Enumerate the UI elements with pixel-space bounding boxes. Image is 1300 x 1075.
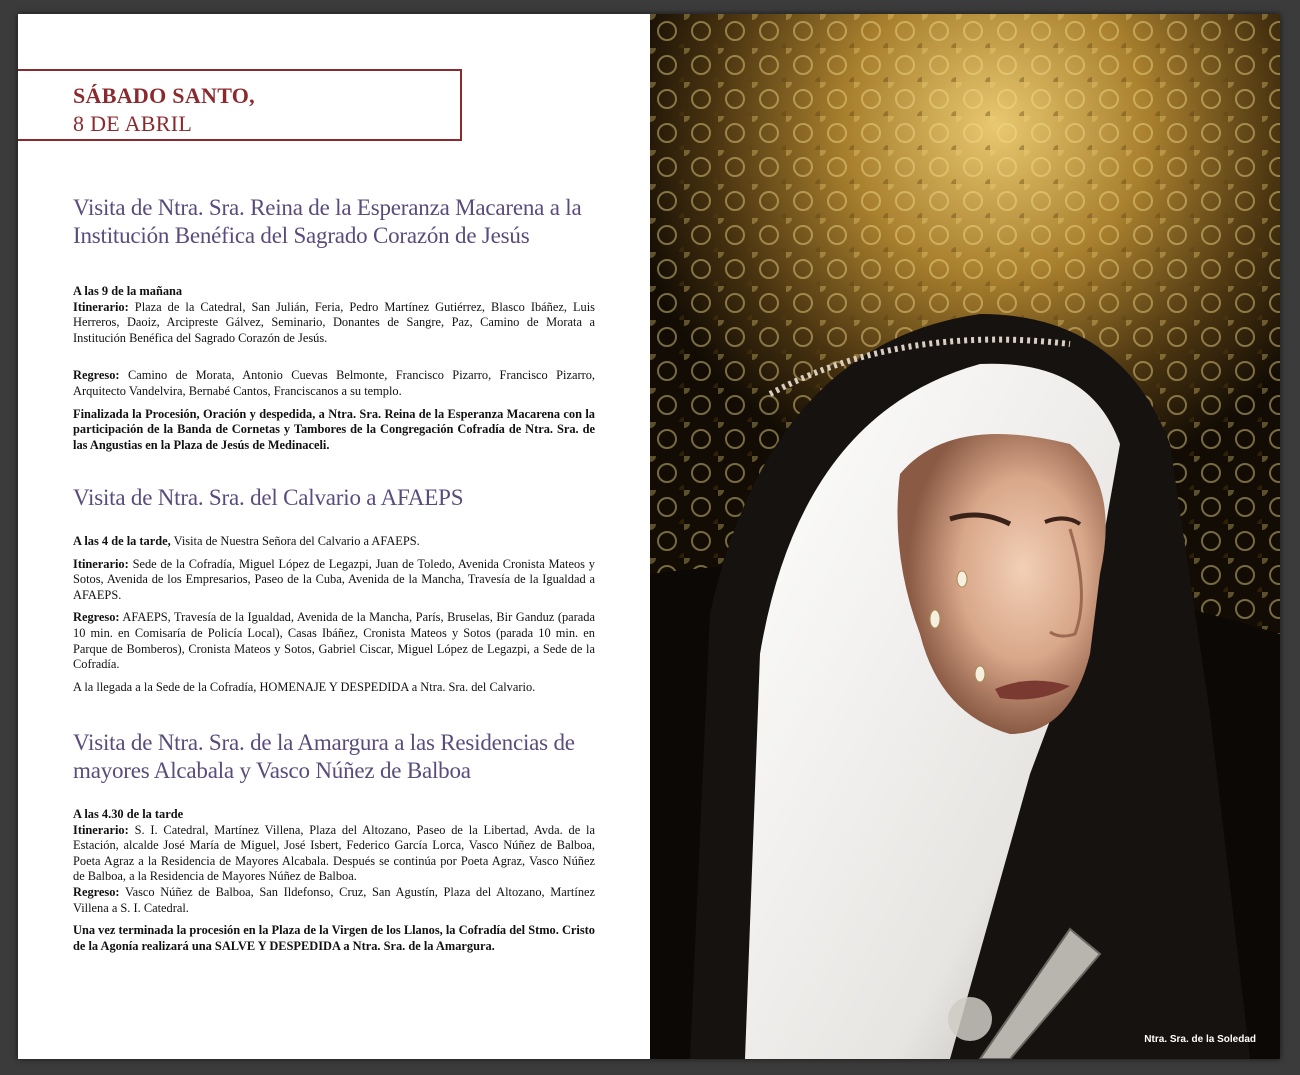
- day-title: SÁBADO SANTO,: [73, 83, 255, 108]
- section-title: Visita de Ntra. Sra. Reina de la Esperanza Macarena a la Institución Benéfica del Sagrado Corazón de Jesús: [73, 195, 582, 248]
- section-macarena: [73, 194, 595, 453]
- return-route: Regreso: AFAEPS, Travesía de la Igualdad, Avenida de la Mancha, París, Bruselas, Bir Ganduz (parada 10 min. en Comisaría de Policía Local), Casas Ibáñez, Cronista Mateos y Sotos (parada 10 min. en Parque de Bomberos), Cronista Mateos y Sotos, Gabriel Ciscar, Miguel López de Legazpi, a Sede de la Cofradía.: [73, 610, 595, 672]
- time-line: A las 9 de la mañana: [73, 284, 183, 298]
- return-route: Regreso: Vasco Núñez de Balboa, San Ildefonso, Cruz, San Agustín, Plaza del Altozano, Martínez Villena a S. I. Catedral.: [73, 884, 596, 915]
- photo-caption: Ntra. Sra. de la Soledad: [1144, 1034, 1256, 1045]
- closing-note: Finalizada la Procesión, Oración y despedida, a Ntra. Sra. Reina de la Esperanza Macarena con la participación de la Banda de Cornetas y Tambores de la Congregación Cofradía de Ntra. Sra. de las Angustias en la Plaza de Jesús de Medinaceli.: [73, 406, 595, 452]
- itinerary: Itinerario: Plaza de la Catedral, San Julián, Feria, Pedro Martínez Gutiérrez, Blasco Ibáñez, Luis Herreros, Daoiz, Arcipreste Gálvez, Seminario, Donantes de Sangre, Paz, Camino de Morata a Institución Benéfica del Sagrado Corazón de Jesús.: [73, 299, 595, 345]
- itinerary: Itinerario: Sede de la Cofradía, Miguel López de Legazpi, Juan de Toledo, Avenida Cronista Mateos y Sotos, Avenida de los Empresarios, Paseo de la Cuba, Avenida de la Mancha, Travesía de la Igualdad a AFAEPS.: [73, 556, 595, 602]
- virgin-photo: [650, 14, 1280, 1059]
- time-line: A las 4.30 de la tarde: [73, 807, 184, 821]
- text-page: [18, 14, 650, 1059]
- closing-note: Una vez terminada la procesión en la Plaza de la Virgen de los Llanos, la Cofradía del Stmo. Cristo de la Agonía realizará una SALVE Y DESPEDIDA a Ntra. Sra. de la Amargura.: [73, 923, 595, 953]
- date-subtitle: 8 DE ABRIL: [73, 111, 193, 136]
- brochure-spread: [18, 14, 1280, 1059]
- section-title: Visita de Ntra. Sra. de la Amargura a las Residencias de mayores Alcabala y Vasco Núñez de Balboa: [73, 730, 575, 783]
- section-amargura: [73, 729, 595, 954]
- date-header: [18, 69, 462, 141]
- virgin-illustration: [650, 14, 1280, 1059]
- closing-note: A la llegada a la Sede de la Cofradía, HOMENAJE Y DESPEDIDA a Ntra. Sra. del Calvario.: [73, 679, 536, 694]
- section-title: Visita de Ntra. Sra. del Calvario a AFAEPS: [73, 485, 464, 510]
- time-line: A las 4 de la tarde, Visita de Nuestra Señora del Calvario a AFAEPS.: [73, 534, 420, 548]
- itinerary: Itinerario: S. I. Catedral, Martínez Villena, Plaza del Altozano, Paseo de la Libertad, Avda. de la Estación, alcalde José María de Miguel, José Isbert, Federico García Lorca, Vasco Núñez de Balboa, Poeta Agraz a la Residencia de Mayores Alcabala. Después se continúa por Poeta Agraz, Vasco Núñez de Balboa, a la Residencia de Mayores Núñez de Balboa.: [73, 822, 595, 884]
- return-route: Regreso: Camino de Morata, Antonio Cuevas Belmonte, Francisco Pizarro, Francisco Pizarro, Arquitecto Vandelvira, Bernabé Cantos, Franciscanos a su templo.: [73, 368, 595, 398]
- section-calvario: [73, 484, 595, 695]
